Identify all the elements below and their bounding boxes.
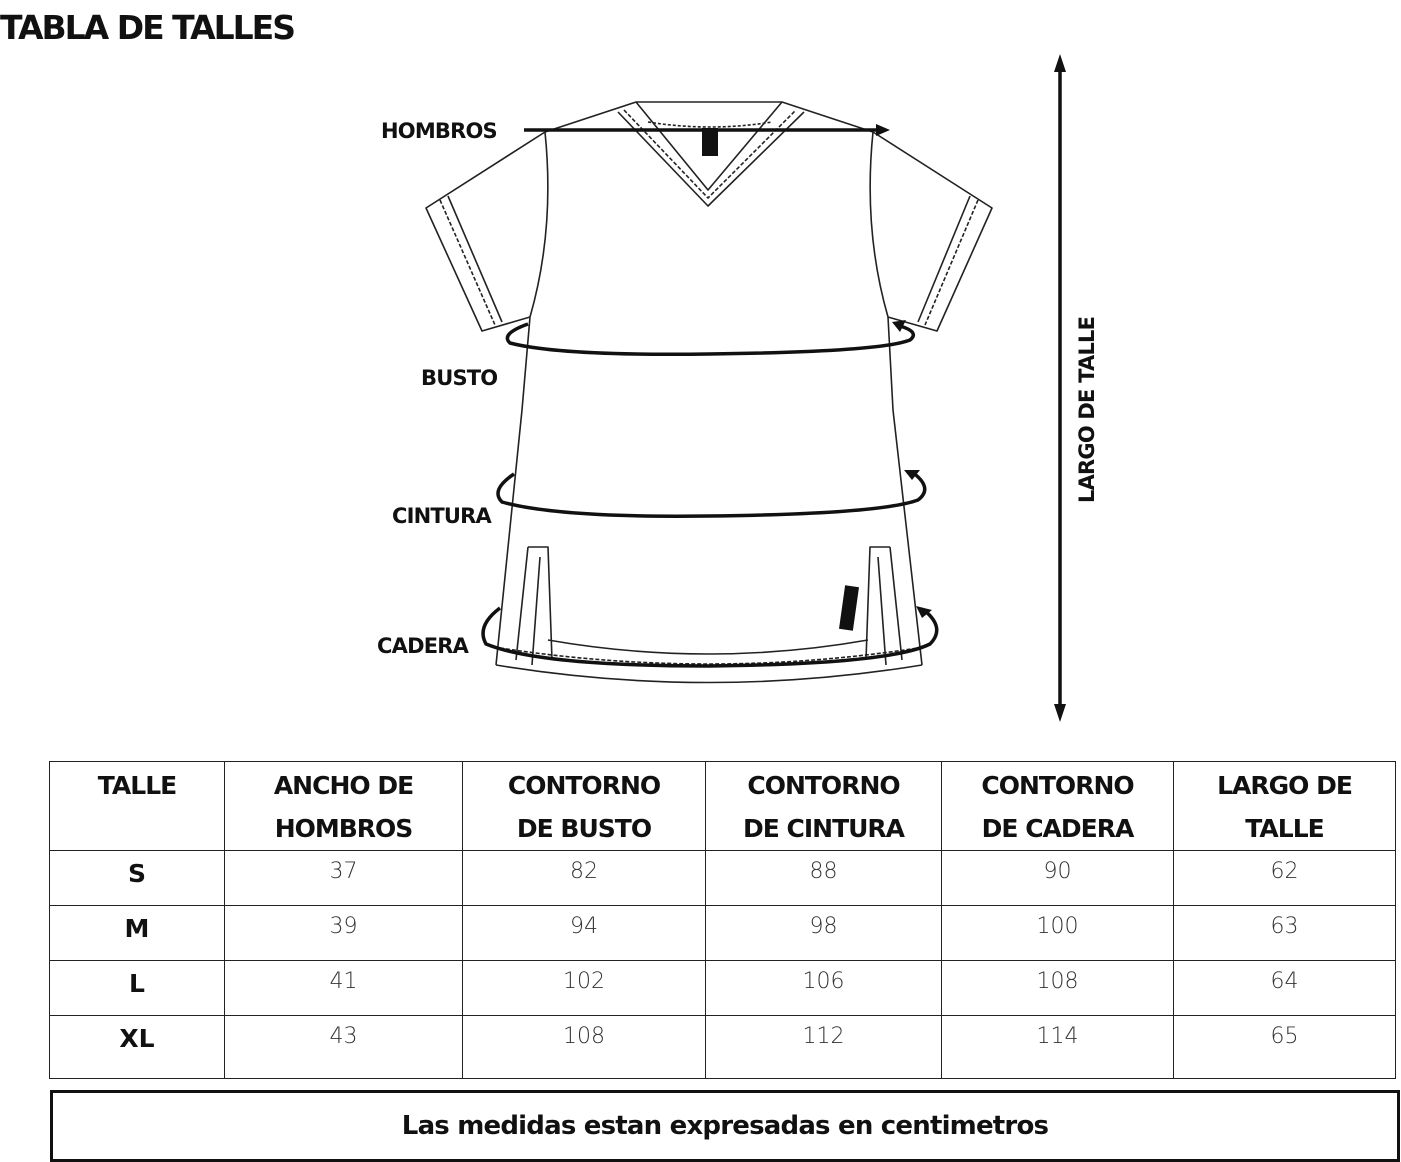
table-row xyxy=(50,851,1396,906)
table-cell: 37 xyxy=(225,851,463,906)
measurement-lines xyxy=(483,64,1060,712)
header-talle: TALLE xyxy=(50,762,225,851)
table-cell: 41 xyxy=(225,961,463,1016)
size-table xyxy=(49,761,1396,1079)
busto-label: BUSTO xyxy=(421,366,498,390)
table-cell: 64 xyxy=(1174,961,1396,1016)
table-cell: 102 xyxy=(463,961,706,1016)
size-label: S xyxy=(50,851,225,906)
table-cell: 63 xyxy=(1174,906,1396,961)
hem-label-tag xyxy=(839,585,859,631)
table-cell: 106 xyxy=(706,961,942,1016)
size-label: L xyxy=(50,961,225,1016)
table-cell: 100 xyxy=(942,906,1174,961)
page-title: TABLA DE TALLES xyxy=(0,8,294,47)
size-label: XL xyxy=(50,1016,225,1079)
table-cell: 108 xyxy=(942,961,1174,1016)
units-note xyxy=(50,1090,1400,1162)
table-cell: 114 xyxy=(942,1016,1174,1079)
arrow-heads xyxy=(876,54,1066,722)
header-contorno-cadera: CONTORNO DE CADERA xyxy=(942,762,1174,851)
units-note-text: Las medidas estan expresadas en centimetros xyxy=(401,1111,1049,1141)
table-cell: 90 xyxy=(942,851,1174,906)
table-cell: 39 xyxy=(225,906,463,961)
header-largo-talle: LARGO DE TALLE xyxy=(1174,762,1396,851)
table-cell: 112 xyxy=(706,1016,942,1079)
table-row xyxy=(50,961,1396,1016)
neck-label-tag xyxy=(702,128,718,156)
table-cell: 94 xyxy=(463,906,706,961)
table-row xyxy=(50,906,1396,961)
size-label: M xyxy=(50,906,225,961)
table-cell: 82 xyxy=(463,851,706,906)
cintura-label: CINTURA xyxy=(392,504,492,528)
table-row xyxy=(50,1016,1396,1079)
cadera-label: CADERA xyxy=(377,634,469,658)
header-ancho-hombros: ANCHO DE HOMBROS xyxy=(225,762,463,851)
header-contorno-busto: CONTORNO DE BUSTO xyxy=(463,762,706,851)
table-cell: 108 xyxy=(463,1016,706,1079)
shirt-outline xyxy=(426,102,992,683)
table-header-row xyxy=(50,762,1396,851)
table-cell: 43 xyxy=(225,1016,463,1079)
header-contorno-cintura: CONTORNO DE CINTURA xyxy=(706,762,942,851)
table-cell: 88 xyxy=(706,851,942,906)
table-cell: 62 xyxy=(1174,851,1396,906)
table-cell: 98 xyxy=(706,906,942,961)
hombros-label: HOMBROS xyxy=(381,119,497,143)
largo-de-talle-label: LARGO DE TALLE xyxy=(1075,316,1099,503)
table-cell: 65 xyxy=(1174,1016,1396,1079)
